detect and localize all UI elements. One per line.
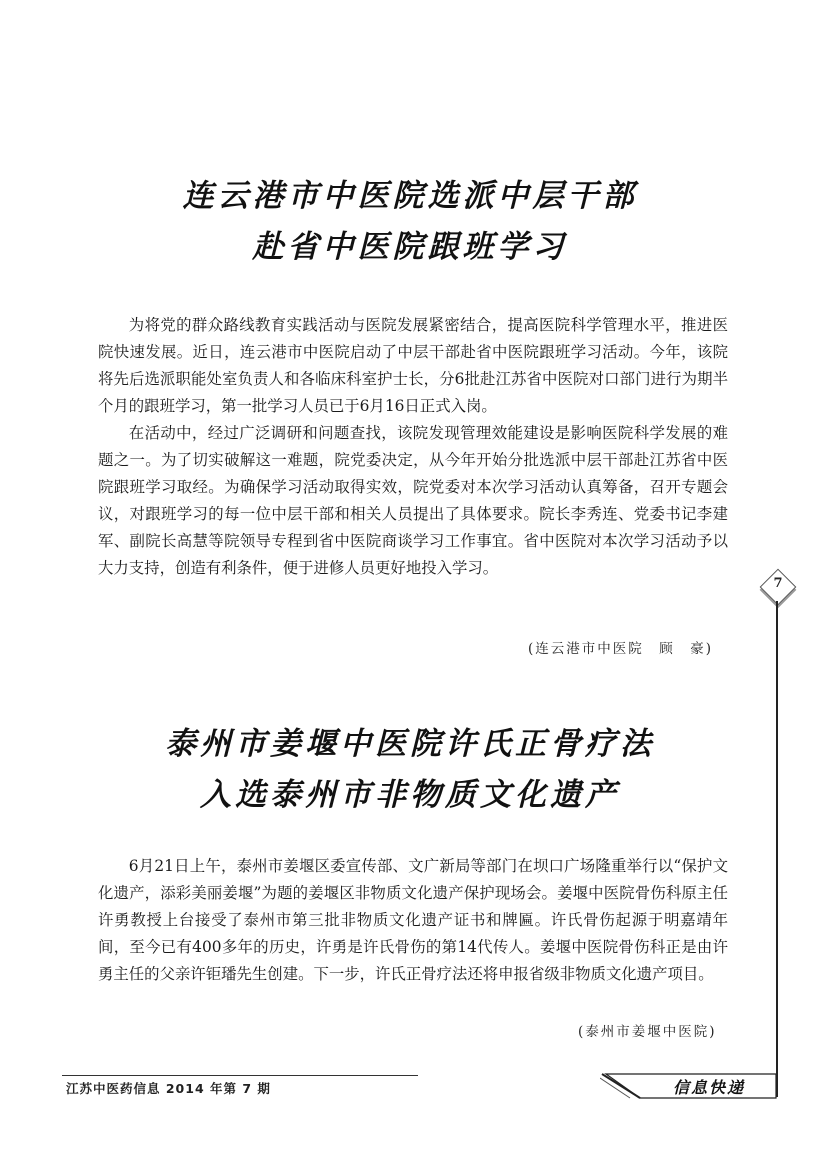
article1-paragraph-2: 在活动中，经过广泛调研和问题查找，该院发现管理效能建设是影响医院科学发展的难题之一。为了切实破解这一难题，院党委决定，从今年开始分批选派中层干部赴江苏省中医院跟班学习取经。为确保学习活动取得实效，院党委对本次学习活动认真筹备，召开专题会议，对跟班学习的每一位中层干部和相关人员提出了具体要求。院长李秀连、党委书记李建军、副院长高慧等院领导专程到省中医院商谈学习工作事宜。省中医院对本次学习活动予以大力支持，创造有利条件，便于进修人员更好地投入学习。 (98, 424, 728, 577)
article1-source: (连云港市中医院 顾 豪) (528, 641, 714, 657)
article1-paragraph-1: 为将党的群众路线教育实践活动与医院发展紧密结合，提高医院科学管理水平，推进医院快速发展。近日，连云港市中医院启动了中层干部赴省中医院跟班学习活动。今年，该院将先后选派职能处室负责人和各临床科室护士长，分6批赴江苏省中医院对口部门进行为期半个月的跟班学习，第一批学习人员已于6月16日正式入岗。 (98, 316, 728, 415)
article2-source: (泰州市姜堰中医院) (578, 1024, 717, 1040)
article1-title-line2: 赴省中医院跟班学习 (252, 229, 568, 265)
page-number-tab (759, 568, 797, 606)
article1-title (120, 170, 700, 266)
article1-body (98, 312, 728, 582)
article2-paragraph-1: 6月21日上午，泰州市姜堰区委宣传部、文广新局等部门在坝口广场隆重举行以“保护文化遗产，添彩美丽姜堰”为题的姜堰区非物质文化遗产保护现场会。姜堰中医院骨伤科原主任许勇教授上台接受了泰州市第三批非物质文化遗产证书和牌匾。许氏骨伤起源于明嘉靖年间，至今已有400多年的历史，许勇是许氏骨伤的第14代传人。姜堰中医院骨伤科正是由许勇主任的父亲许钜璠先生创建。下一步，许氏正骨疗法还将申报省级非物质文化遗产项目。 (98, 857, 728, 983)
footer-section-label: 信息快递 (672, 1078, 745, 1097)
article2-title-line2: 入选泰州市非物质文化遗产 (200, 777, 620, 813)
page-number: 7 (773, 576, 783, 591)
article2-title (120, 718, 700, 814)
right-margin-rule (776, 601, 778, 1097)
article2-title-line1: 泰州市姜堰中医院许氏正骨疗法 (165, 726, 655, 762)
article1-title-line1: 连云港市中医院选派中层干部 (182, 178, 638, 214)
article2-body (98, 853, 728, 988)
footer-rule (62, 1075, 418, 1076)
footer-journal: 江苏中医药信息 2014 年第 7 期 (66, 1081, 271, 1096)
